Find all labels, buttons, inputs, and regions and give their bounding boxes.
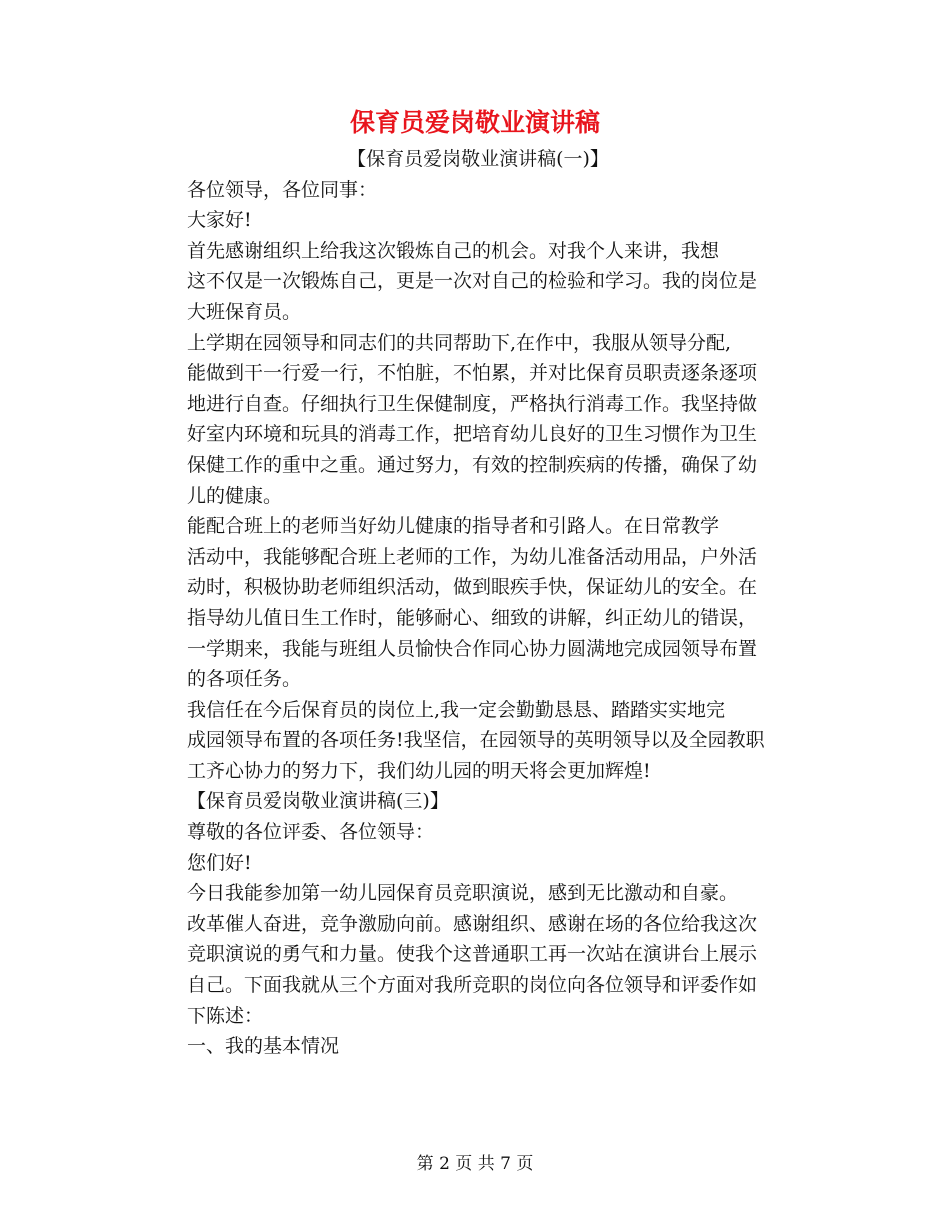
paragraph (143, 1031, 813, 1062)
text-line: 的各项任务。 (187, 668, 302, 691)
text-line: 大家好! (187, 209, 252, 232)
text-line: 儿的健康。 (187, 484, 283, 507)
text-line: 好室内环境和玩具的消毒工作，把培育幼儿良好的卫生习惯作为卫生 (187, 423, 758, 446)
text-line: 竞职演说的勇气和力量。使我个这普通职工再一次站在演讲台上展示 (187, 943, 758, 966)
paragraph (143, 236, 813, 328)
paragraph (143, 511, 813, 695)
text-line: 能做到干一行爱一行，不怕脏，不怕累，并对比保育员职责逐条逐项 (187, 362, 758, 385)
text-line: 改革催人奋进，竞争激励向前。感谢组织、感谢在场的各位给我这次 (187, 912, 758, 935)
text-line: 保健工作的重中之重。通过努力，有效的控制疾病的传播，确保了幼 (187, 453, 758, 476)
text-line: 能配合班上的老师当好幼儿健康的指导者和引路人。在日常教学 (187, 515, 720, 538)
paragraph (143, 817, 813, 848)
text-line: 今日我能参加第一幼儿园保育员竞职演说，感到无比激动和自豪。 (187, 882, 739, 905)
text-line: 动时，积极协助老师组织活动，做到眼疾手快，保证幼儿的安全。在 (187, 576, 758, 599)
paragraph (143, 848, 813, 879)
text-line: 我信任在今后保育员的岗位上,我一定会勤勤恳恳、踏踏实实地完 (187, 698, 726, 721)
text-line: 下陈述： (187, 1004, 264, 1027)
text-line: 地进行自查。仔细执行卫生保健制度，严格执行消毒工作。我坚持做 (187, 392, 758, 415)
paragraph (143, 205, 813, 236)
paragraph (143, 786, 813, 817)
paragraph (143, 328, 813, 512)
text-line: 工齐心协力的努力下，我们幼儿园的明天将会更加辉煌! (187, 759, 651, 782)
page-footer: 第 2 页 共 7 页 (416, 1154, 534, 1174)
text-line: 尊敬的各位评委、各位领导： (187, 821, 435, 844)
text-line: 首先感谢组织上给我这次锻炼自己的机会。对我个人来讲，我想 (187, 239, 720, 262)
text-line: 成园领导布置的各项任务!我坚信，在园领导的英明领导以及全园教职 (187, 729, 765, 752)
text-line: 您们好! (187, 851, 252, 874)
text-line: 【保育员爱岗敬业演讲稿(一)】 (347, 148, 609, 170)
text-line: 一、我的基本情况 (187, 1035, 340, 1058)
paragraph (143, 695, 813, 787)
text-line: 指导幼儿值日生工作时，能够耐心、细致的讲解，纠正幼儿的错误， (187, 606, 758, 629)
text-line: 自己。下面我就从三个方面对我所竞职的岗位向各位领导和评委作如 (187, 974, 758, 997)
paragraph (143, 144, 813, 175)
text-line: 各位领导，各位同事： (187, 178, 378, 201)
document-body (143, 144, 813, 1062)
paragraph (143, 878, 813, 1031)
text-line: 活动中，我能够配合班上老师的工作，为幼儿准备活动用品，户外活 (187, 545, 758, 568)
document-title: 保育员爱岗敬业演讲稿 (349, 108, 600, 137)
text-line: 大班保育员。 (187, 300, 302, 323)
paragraph (143, 175, 813, 206)
text-line: 上学期在园领导和同志们的共同帮助下,在作中，我服从领导分配, (187, 331, 732, 354)
text-line: 一学期来，我能与班组人员愉快合作同心协力圆满地完成园领导布置 (187, 637, 758, 660)
text-line: 这不仅是一次锻炼自己，更是一次对自己的检验和学习。我的岗位是 (187, 270, 758, 293)
text-line: 【保育员爱岗敬业演讲稿(三)】 (187, 790, 449, 813)
